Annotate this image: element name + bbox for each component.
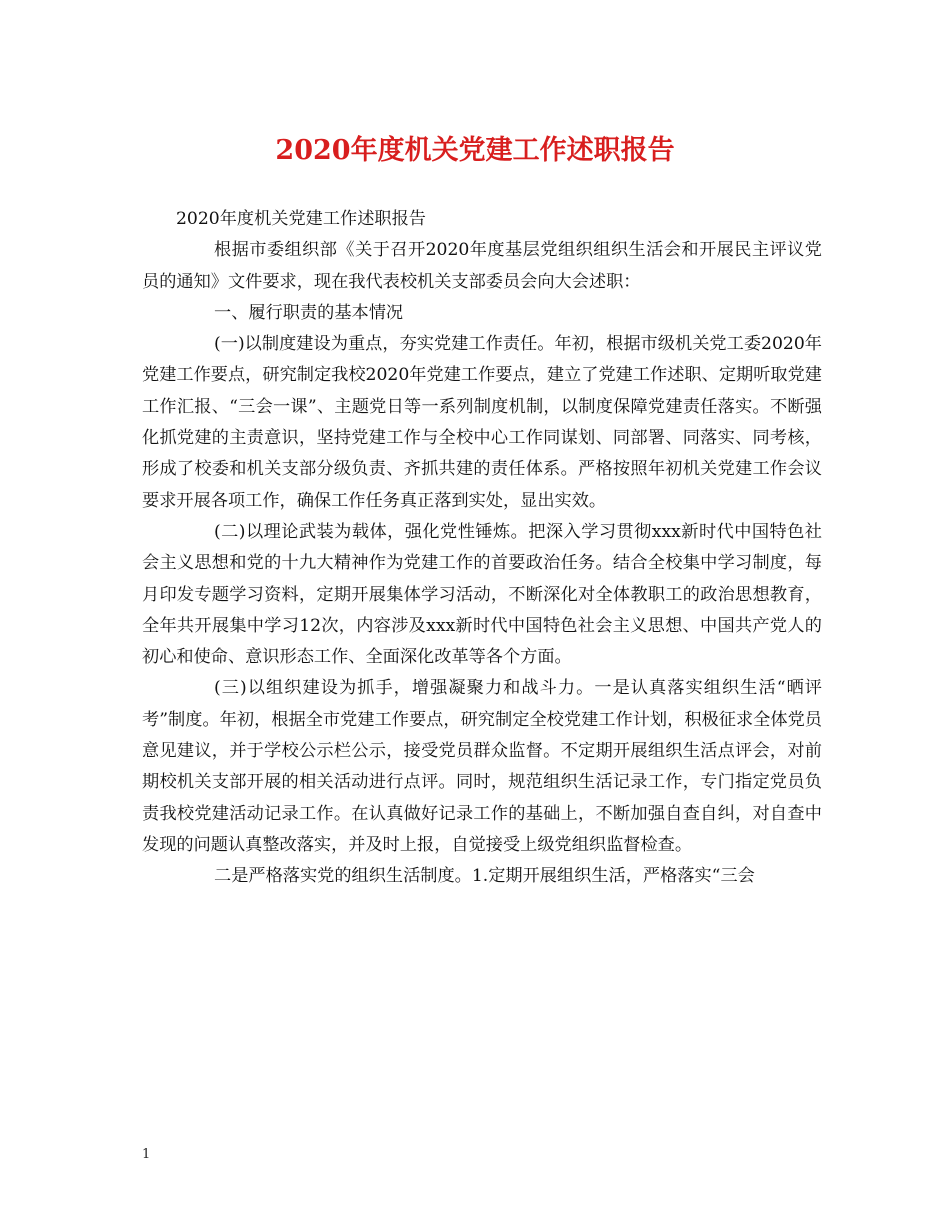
document-title: 2020年度机关党建工作述职报告	[275, 135, 675, 166]
body-paragraph: (一)以制度建设为重点，夯实党建工作责任。年初，根据市级机关党工委2020年党建工作要点，研究制定我校2020年党建工作要点，建立了党建工作述职、定期听取党建工作汇报、“三会一课”、主题党日等一系列制度机制，以制度保障党建责任落实。不断强化抓党建的主责意识，坚持党建工作与全校中心工作同谋划、同部署、同落实、同考核，形成了校委和机关支部分级负责、齐抓共建的责任体系。严格按照年初机关党建工作会议要求开展各项工作，确保工作任务真正落到实处，显出实效。	[142, 334, 822, 511]
body-paragraph: 二是严格落实党的组织生活制度。1.定期开展组织生活，严格落实“三会	[214, 866, 755, 887]
page-number: 1	[142, 1147, 151, 1162]
body-paragraph: (二)以理论武装为载体，强化党性锤炼。把深入学习贯彻xxx新时代中国特色社会主义思想和党的十九大精神作为党建工作的首要政治任务。结合全校集中学习制度，每月印发专题学习资料，定期开展集体学习活动，不断深化对全体教职工的政治思想教育，全年共开展集中学习12次，内容涉及xxx新时代中国特色社会主义思想、中国共产党人的初心和使命、意识形态工作、全面深化改革等各个方面。	[142, 521, 822, 668]
intro-paragraph: 根据市委组织部《关于召开2020年度基层党组织组织生活会和开展民主评议党员的通知》文件要求，现在我代表校机关支部委员会向大会述职：	[142, 240, 822, 292]
section-heading: 一、履行职责的基本情况	[214, 302, 404, 323]
body-paragraph: (三)以组织建设为抓手，增强凝聚力和战斗力。一是认真落实组织生活“晒评考”制度。年初，根据全市党建工作要点，研究制定全校党建工作计划，积极征求全体党员意见建议，并于学校公示栏公示，接受党员群众监督。不定期开展组织生活点评会，对前期校机关支部开展的相关活动进行点评。同时，规范组织生活记录工作，专门指定党员负责我校党建活动记录工作。在认真做好记录工作的基础上，不断加强自查自纠，对自查中发现的问题认真整改落实，并及时上报，自觉接受上级党组织监督检查。	[142, 678, 822, 855]
subtitle-paragraph: 2020年度机关党建工作述职报告	[176, 209, 426, 229]
document-body	[142, 204, 822, 893]
